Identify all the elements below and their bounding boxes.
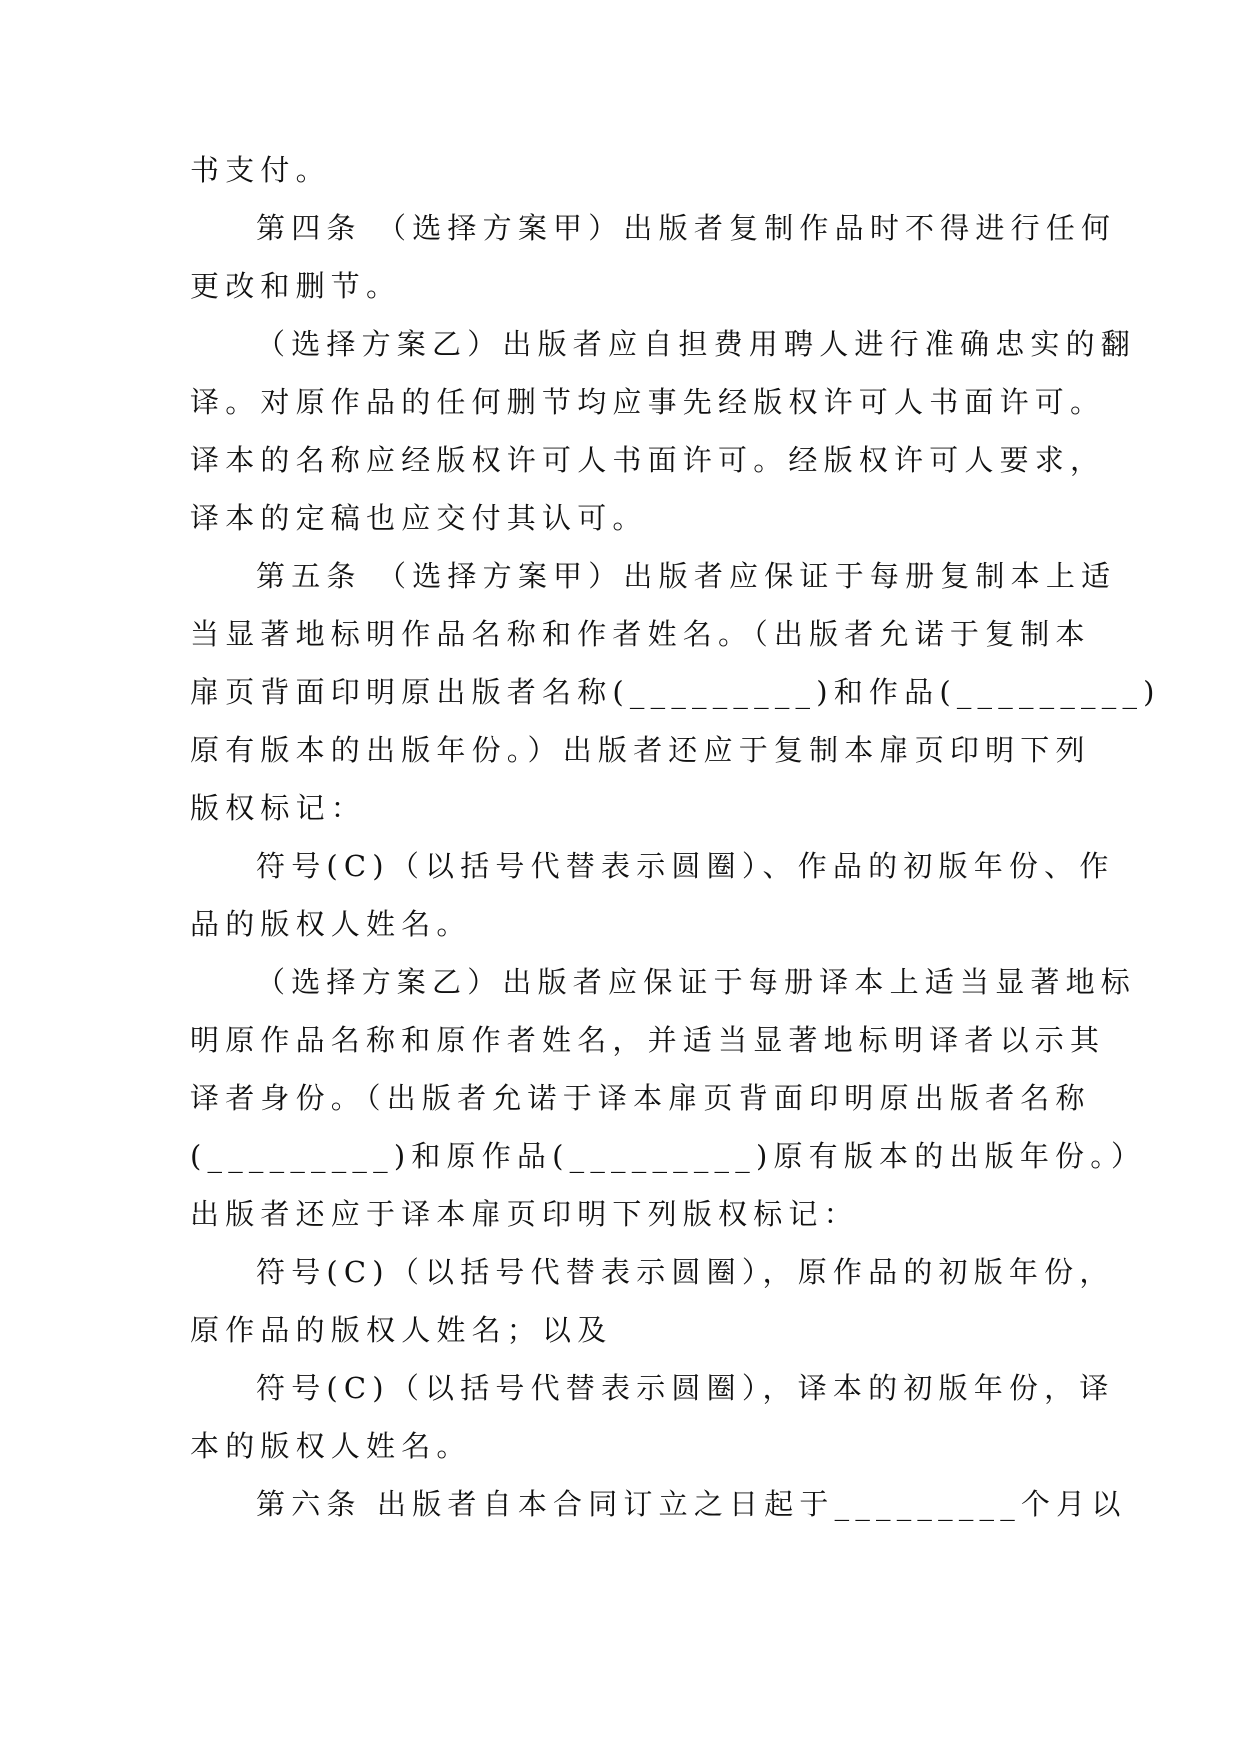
- text-line: 品的版权人姓名。: [190, 907, 472, 941]
- text-line: 第五条 （选择方案甲）出版者应保证于每册复制本上适: [256, 559, 1117, 593]
- text-line: 版权标记：: [190, 791, 367, 825]
- text-line: 更改和删节。: [190, 269, 402, 303]
- text-line: 译者身份。（出版者允诺于译本扉页背面印明原出版者名称: [190, 1081, 1091, 1115]
- text-line: 符号(C)（以括号代替表示圆圈）、作品的初版年份、作: [256, 849, 1115, 883]
- text-line: 当显著地标明作品名称和作者姓名。（出版者允诺于复制本: [190, 617, 1091, 651]
- text-line: 原作品的版权人姓名；以及: [190, 1313, 613, 1347]
- text-line: （选择方案乙）出版者应自担费用聘人进行准确忠实的翻: [256, 327, 1137, 361]
- text-line: 本的版权人姓名。: [190, 1429, 472, 1463]
- text-line: 扉页背面印明原出版者名称(_________)和作品(_________): [190, 675, 1161, 709]
- text-line: 第六条 出版者自本合同订立之日起于_________个月以: [256, 1487, 1127, 1521]
- text-line: 符号(C)（以括号代替表示圆圈），译本的初版年份，译: [256, 1371, 1115, 1405]
- text-line: （选择方案乙）出版者应保证于每册译本上适当显著地标: [256, 965, 1137, 999]
- text-line: 书支付。: [190, 153, 331, 187]
- text-line: 译本的定稿也应交付其认可。: [190, 501, 648, 535]
- text-line: 原有版本的出版年份。）出版者还应于复制本扉页印明下列: [190, 733, 1091, 767]
- text-line: 译。对原作品的任何删节均应事先经版权许可人书面许可。: [190, 385, 1106, 419]
- text-line: (_________)和原作品(_________)原有版本的出版年份。）: [190, 1139, 1147, 1173]
- text-line: 译本的名称应经版权许可人书面许可。经版权许可人要求，: [190, 443, 1106, 477]
- text-line: 明原作品名称和原作者姓名，并适当显著地标明译者以示其: [190, 1023, 1106, 1057]
- text-line: 第四条 （选择方案甲）出版者复制作品时不得进行任何: [256, 211, 1117, 245]
- text-line: 出版者还应于译本扉页印明下列版权标记：: [190, 1197, 859, 1231]
- text-line: 符号(C)（以括号代替表示圆圈），原作品的初版年份，: [256, 1255, 1115, 1289]
